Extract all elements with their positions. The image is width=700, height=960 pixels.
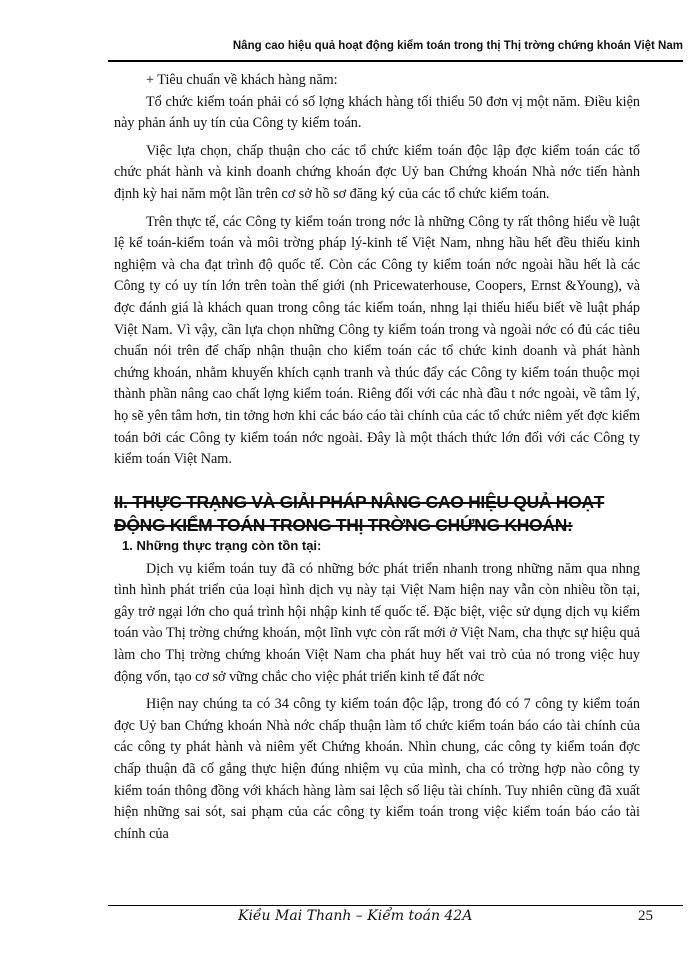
footer-author: Kiều Mai Thanh – Kiểm toán 42A [238,908,473,924]
page-footer [108,905,683,928]
subsection-heading: 1. Những thực trạng còn tồn tại: [122,537,322,553]
section-heading [114,491,640,537]
page-number: 25 [638,908,653,924]
paragraph: Tổ chức kiểm toán phải có số lợng khách hàng tối thiểu 50 đơn vị một năm. Điều kiện này phản ánh uy tín của Công ty kiểm toán. [114,93,640,132]
section-heading-line2: ĐỘNG KIỂM TOÁN TRONG THỊ TRỜNG CHỨNG KHOÁN: [114,514,573,535]
paragraph: Hiện nay chúng ta có 34 công ty kiểm toán độc lập, trong đó có 7 công ty kiểm toán đợc Uỷ ban Chứng khoán Nhà nớc chấp thuận làm tổ chức kiểm toán báo cáo tài chính của các công ty phát hành và niêm yết Chứng khoán. Nhìn chung, các công ty kiểm toán đợc chấp thuận đã cố gắng thực hiện đúng nhiệm vụ của mình, cha có trờng hợp nào công ty kiểm toán thông đồng với khách hàng làm sai lệch số liệu tài chính. Tuy nhiên cũng đã xuất hiện những sai sót, sai phạm của các công ty kiểm toán trong việc kiểm toán báo cáo tài chính của [114,696,640,842]
header-title: Nâng cao hiệu quả hoạt động kiểm toán trong thị Thị trờng chứng khoán Việt Nam [232,40,683,52]
paragraph: Việc lựa chọn, chấp thuận cho các tổ chức kiểm toán độc lập đợc kiểm toán các tổ chức phát hành và kinh doanh chứng khoán đợc Uỷ ban Chứng khoán Nhà nớc tiến hành định kỳ hai năm một lần trên cơ sở hồ sơ đăng ký của các tổ chức kiểm toán. [114,142,640,202]
section-heading-line1: II. THỰC TRẠNG VÀ GIẢI PHÁP NÂNG CAO HIỆU QUẢ HOẠT [114,491,605,512]
page-body [114,70,640,845]
paragraph: + Tiêu chuẩn về khách hàng năm: [146,72,338,88]
paragraph: Trên thực tế, các Công ty kiểm toán trong nớc là những Công ty rất thông hiểu về luật lệ kế toán-kiểm toán và môi trờng pháp lý-kinh tế Việt Nam, nhng hầu hết đều thiếu kinh nghiệm và cha đạt trình độ quốc tế. Còn các Công ty kiểm toán nớc ngoài hầu hết là các Công ty có uy tín lớn trên toàn thế giới (nh Pricewaterhouse, Coopers, Ernst &Young), và đợc đánh giá là khách quan trong công tác kiểm toán, nhng lại thiếu hiểu biết về luật pháp Việt Nam. Vì vậy, cần lựa chọn những Công ty kiểm toán trong và ngoài nớc có đủ các tiêu chuẩn nói trên để chấp nhận thuận cho kiểm toán các tổ chức kinh doanh và phát hành chứng khoán, nhằm khuyến khích cạnh tranh và thúc đẩy các Công ty kiểm toán thuộc mọi thành phần nâng cao chất lợng kiểm toán. Riêng đối với các nhà đầu t nớc ngoài, về tâm lý, họ sẽ yên tâm hơn, tin tởng hơn khi các báo cáo tài chính của các tổ chức niêm yết đợc kiểm toán bởi các Công ty kiểm toán nớc ngoài. Đây là một thách thức lớn đối với các Công ty kiểm toán Việt Nam. [114,213,640,468]
paragraph: Dịch vụ kiểm toán tuy đã có những bớc phát triển nhanh trong những năm qua nhng tình hình phát triển của loại hình dịch vụ này tại Việt Nam hiện nay vẫn còn nhiều tồn tại, gây trở ngại lớn cho quá trình hội nhập kinh tế quốc tế. Đặc biệt, việc sử dụng dịch vụ kiểm toán vào Thị trờng chứng khoán, một lĩnh vực còn rất mới ở Việt Nam, cha thực sự hiệu quả làm cho Thị trờng chứng khoán Việt Nam cha phát huy hết vai trò của nó trong việc huy động vốn, tạo cơ sở vững chắc cho việc phát triển kinh tế đất nớc [114,560,640,685]
running-header [108,36,683,62]
